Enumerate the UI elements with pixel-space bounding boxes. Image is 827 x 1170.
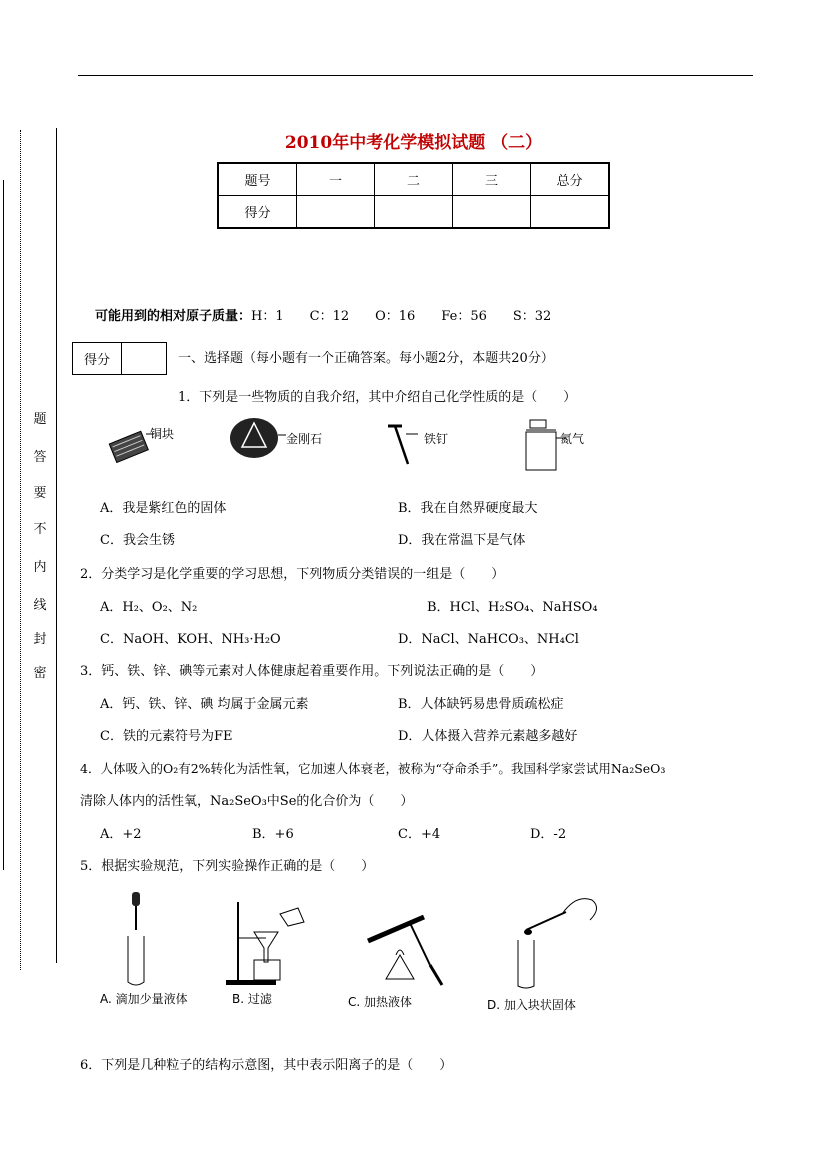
q5-label-a: A. 滴加少量液体 [100, 992, 188, 1006]
score-cell-1[interactable] [297, 196, 375, 229]
q5-label-c: C. 加热液体 [348, 995, 413, 1009]
q3-option-a[interactable]: A．钙、铁、锌、碘 均属于金属元素 [100, 697, 309, 712]
q5-stem: 5．根据实验规范，下列实验操作正确的是（ ） [80, 859, 375, 874]
q1-option-a[interactable]: A．我是紫红色的固体 [100, 501, 227, 516]
score-row-label: 得分 [218, 196, 297, 229]
score-cell-2[interactable] [375, 196, 453, 229]
q3-stem: 3．钙、铁、锌、碘等元素对人体健康起着重要作用。下列说法正确的是（ ） [80, 664, 544, 679]
q1-option-b[interactable]: B．我在自然界硬度最大 [398, 501, 538, 516]
q2-stem: 2．分类学习是化学重要的学习思想，下列物质分类错误的一组是（ ） [80, 567, 505, 582]
score-header-label: 题号 [218, 163, 297, 196]
q3-option-d[interactable]: D．人体摄入营养元素越多越好 [398, 729, 578, 744]
seal-char-5: 不 [33, 522, 47, 537]
q1-option-c[interactable]: C．我会生锈 [100, 533, 175, 548]
q3-option-c[interactable]: C．铁的元素符号为FE [100, 729, 233, 744]
q5-filter-figure [220, 898, 310, 988]
seal-char-4: 内 [33, 560, 47, 575]
q4-stem-line1: 4．人体吸入的O₂有2%转化为活性氧，它加速人体衰老，被称为“夺命杀手”。我国科学家尝试用Na₂SeO₃ [80, 761, 666, 776]
score-header-2: 二 [375, 163, 453, 196]
q5-heating-figure [360, 905, 460, 990]
seal-char-8: 题 [33, 412, 47, 427]
q1-image-label-diamond: 金刚石 [286, 432, 323, 446]
binding-line-short [20, 130, 21, 970]
q4-stem-line2: 清除人体内的活性氧，Na₂SeO₃中Se的化合价为（ ） [80, 794, 414, 809]
q5-solid-figure [506, 890, 606, 990]
atomic-mass-line [95, 305, 551, 324]
score-table [217, 162, 610, 229]
q5-label-d: D. 加入块状固体 [487, 998, 576, 1012]
binding-line-left [3, 180, 4, 870]
q2-option-a[interactable]: A．H₂、O₂、N₂ [100, 600, 198, 615]
q1-nitrogen-bottle-figure [518, 418, 568, 476]
seal-char-3: 线 [33, 598, 47, 613]
q5-dropper-figure [118, 890, 158, 990]
q1-image-label-nail: 铁钉 [424, 432, 449, 446]
q1-stem: 1．下列是一些物质的自我介绍，其中介绍自己化学性质的是（ ） [178, 390, 577, 405]
header-rule [78, 75, 753, 76]
score-cell-3[interactable] [453, 196, 531, 229]
atomic-mass-label: 可能用到的相对原子质量： [95, 309, 252, 324]
q2-option-b[interactable]: B．HCl、H₂SO₄、NaHSO₄ [427, 600, 598, 615]
score-header-1: 一 [297, 163, 375, 196]
q3-option-b[interactable]: B．人体缺钙易患骨质疏松症 [398, 697, 564, 712]
score-header-3: 三 [453, 163, 531, 196]
q1-diamond-figure [228, 415, 288, 461]
seal-char-2: 封 [33, 632, 47, 647]
q6-stem: 6．下列是几种粒子的结构示意图，其中表示阳离子的是（ ） [80, 1058, 453, 1073]
q1-image-label-copper: 铜块 [150, 427, 175, 441]
section1-score-label: 得分 [73, 343, 122, 374]
binding-line-right [56, 128, 57, 963]
q5-label-b: B. 过滤 [232, 992, 272, 1006]
section1-score-box [72, 342, 167, 375]
q2-option-d[interactable]: D．NaCl、NaHCO₃、NH₄Cl [398, 632, 579, 647]
seal-char-6: 要 [33, 486, 47, 501]
section1-heading: 一、选择题（每小题有一个正确答案。每小题2分，本题共20分） [178, 351, 554, 366]
seal-char-7: 答 [33, 450, 47, 465]
q4-option-a[interactable]: A．+2 [100, 827, 142, 842]
q4-option-c[interactable]: C．+4 [398, 827, 441, 842]
q4-option-d[interactable]: D．-2 [530, 827, 567, 842]
score-cell-total[interactable] [531, 196, 610, 229]
atomic-mass-values: H：1 C：12 O：16 Fe：56 S：32 [251, 309, 552, 324]
exam-title: 2010年中考化学模拟试题 （二） [284, 133, 543, 153]
section1-score-cell[interactable] [122, 343, 166, 374]
q4-option-b[interactable]: B．+6 [252, 827, 294, 842]
q1-option-d[interactable]: D．我在常温下是气体 [398, 533, 526, 548]
q2-option-c[interactable]: C．NaOH、KOH、NH₃·H₂O [100, 632, 281, 647]
q1-image-label-nitrogen: 氮气 [560, 432, 585, 446]
q1-iron-nail-figure [384, 420, 424, 470]
seal-char-1: 密 [33, 666, 47, 681]
score-header-total: 总分 [531, 163, 610, 196]
